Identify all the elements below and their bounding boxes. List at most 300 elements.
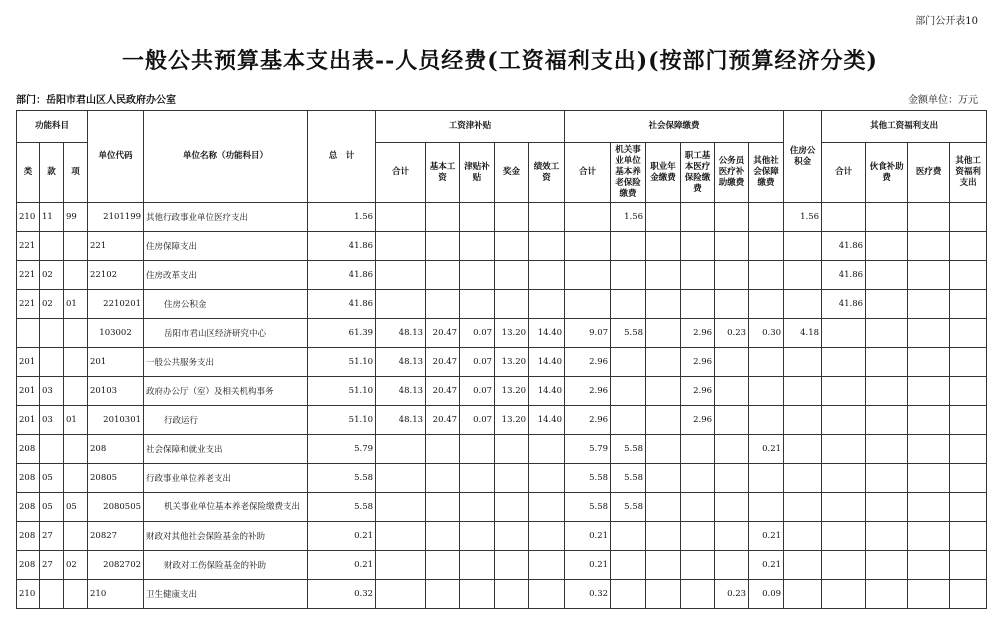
- cell-value: 20.47: [426, 377, 460, 406]
- header-total: 总 计: [308, 111, 376, 203]
- cell-unit-name: 机关事业单位基本养老保险缴费支出: [144, 493, 308, 522]
- header-salary-group: 工资津补贴: [376, 111, 565, 143]
- cell-value: [376, 464, 426, 493]
- cell-value: [376, 290, 426, 319]
- cell-total: 0.21: [308, 522, 376, 551]
- cell-value: [611, 377, 646, 406]
- cell-value: [460, 435, 495, 464]
- cell-value: 0.21: [565, 522, 611, 551]
- cell-value: [715, 551, 749, 580]
- cell-value: [908, 319, 950, 348]
- cell-xiang: [64, 580, 88, 609]
- cell-value: [950, 203, 987, 232]
- cell-xiang: [64, 464, 88, 493]
- budget-table: [16, 110, 987, 609]
- cell-value: [908, 261, 950, 290]
- cell-value: [822, 522, 866, 551]
- table-row: [17, 551, 987, 580]
- cell-value: [866, 203, 908, 232]
- cell-value: [646, 464, 681, 493]
- cell-unit-name: 社会保障和就业支出: [144, 435, 308, 464]
- cell-value: 0.07: [460, 348, 495, 377]
- cell-value: [376, 435, 426, 464]
- cell-lei: [17, 319, 40, 348]
- cell-total: 41.86: [308, 232, 376, 261]
- cell-total: 51.10: [308, 377, 376, 406]
- cell-kuan: 05: [40, 464, 64, 493]
- cell-value: [426, 232, 460, 261]
- cell-value: [950, 580, 987, 609]
- cell-unit-code: 221: [88, 232, 144, 261]
- header-unit-name: 单位名称（功能科目）: [144, 111, 308, 203]
- cell-total: 5.58: [308, 464, 376, 493]
- cell-xiang: [64, 435, 88, 464]
- cell-value: 5.58: [565, 493, 611, 522]
- cell-value: 20.47: [426, 348, 460, 377]
- cell-value: 0.21: [749, 551, 784, 580]
- cell-value: 5.58: [611, 493, 646, 522]
- header-social-sum: 合计: [565, 143, 611, 203]
- cell-value: 48.13: [376, 348, 426, 377]
- cell-lei: 208: [17, 493, 40, 522]
- cell-value: [715, 290, 749, 319]
- cell-value: [495, 551, 529, 580]
- cell-value: [715, 464, 749, 493]
- cell-value: [784, 580, 822, 609]
- cell-value: 41.86: [822, 290, 866, 319]
- cell-value: 2.96: [681, 348, 715, 377]
- header-performance: 绩效工资: [529, 143, 565, 203]
- cell-value: [646, 203, 681, 232]
- page-title: 一般公共预算基本支出表--人员经费(工资福利支出)(按部门预算经济分类): [122, 48, 878, 74]
- table-row: [17, 232, 987, 261]
- cell-value: [866, 348, 908, 377]
- cell-value: [950, 290, 987, 319]
- cell-value: [460, 464, 495, 493]
- cell-value: 48.13: [376, 319, 426, 348]
- cell-xiang: 01: [64, 290, 88, 319]
- header-basic-salary: 基本工资: [426, 143, 460, 203]
- cell-value: [460, 290, 495, 319]
- header-func-subject: 功能科目: [17, 111, 88, 143]
- cell-unit-code: 208: [88, 435, 144, 464]
- cell-unit-name: 卫生健康支出: [144, 580, 308, 609]
- cell-value: [908, 464, 950, 493]
- cell-value: 5.58: [611, 435, 646, 464]
- cell-value: [950, 493, 987, 522]
- cell-xiang: [64, 348, 88, 377]
- cell-value: [950, 435, 987, 464]
- header-unit-code: 单位代码: [88, 111, 144, 203]
- cell-xiang: [64, 232, 88, 261]
- cell-value: 2.96: [681, 377, 715, 406]
- header-housing: 住房公积金: [784, 111, 822, 203]
- cell-unit-code: 2080505: [88, 493, 144, 522]
- cell-value: [611, 551, 646, 580]
- header-medical: 职工基本医疗保险缴费: [681, 143, 715, 203]
- amount-unit-label: 金额单位：万元: [908, 95, 978, 106]
- header-social-group: 社会保障缴费: [565, 111, 784, 143]
- cell-unit-name: 行政运行: [144, 406, 308, 435]
- cell-value: [495, 580, 529, 609]
- cell-value: [784, 435, 822, 464]
- cell-value: [784, 348, 822, 377]
- cell-unit-code: 22102: [88, 261, 144, 290]
- table-row: [17, 435, 987, 464]
- cell-value: [908, 203, 950, 232]
- cell-value: 4.18: [784, 319, 822, 348]
- cell-value: [460, 232, 495, 261]
- cell-value: [529, 522, 565, 551]
- table-row: [17, 377, 987, 406]
- cell-value: [715, 522, 749, 551]
- cell-value: [784, 232, 822, 261]
- table-row: [17, 493, 987, 522]
- cell-value: [749, 348, 784, 377]
- cell-value: 41.86: [822, 232, 866, 261]
- header-salary-sum: 合计: [376, 143, 426, 203]
- cell-value: [376, 580, 426, 609]
- cell-value: 13.20: [495, 348, 529, 377]
- cell-lei: 201: [17, 406, 40, 435]
- cell-value: [646, 348, 681, 377]
- cell-value: [565, 232, 611, 261]
- cell-value: 2.96: [565, 377, 611, 406]
- cell-lei: 208: [17, 522, 40, 551]
- cell-value: [822, 493, 866, 522]
- cell-value: [681, 493, 715, 522]
- cell-unit-code: 20805: [88, 464, 144, 493]
- cell-value: [822, 203, 866, 232]
- cell-value: [611, 232, 646, 261]
- cell-value: [646, 551, 681, 580]
- cell-value: [749, 493, 784, 522]
- cell-unit-name: 住房改革支出: [144, 261, 308, 290]
- cell-value: [495, 522, 529, 551]
- cell-unit-code: 201: [88, 348, 144, 377]
- cell-value: [426, 493, 460, 522]
- cell-lei: 221: [17, 232, 40, 261]
- cell-value: [784, 551, 822, 580]
- cell-value: [866, 580, 908, 609]
- table-number-label: 部门公开表10: [915, 16, 978, 27]
- cell-value: [866, 493, 908, 522]
- cell-value: 0.21: [565, 551, 611, 580]
- cell-value: [822, 580, 866, 609]
- cell-value: [950, 551, 987, 580]
- cell-unit-code: 2082702: [88, 551, 144, 580]
- cell-kuan: 05: [40, 493, 64, 522]
- cell-value: [611, 290, 646, 319]
- cell-value: 5.79: [565, 435, 611, 464]
- cell-value: [822, 377, 866, 406]
- header-other-sum: 合计: [822, 143, 866, 203]
- cell-total: 0.32: [308, 580, 376, 609]
- cell-value: [866, 261, 908, 290]
- cell-value: [866, 435, 908, 464]
- cell-value: 2.96: [681, 319, 715, 348]
- cell-value: [749, 261, 784, 290]
- cell-value: [681, 203, 715, 232]
- cell-value: [376, 551, 426, 580]
- cell-value: 0.32: [565, 580, 611, 609]
- cell-value: 0.07: [460, 377, 495, 406]
- cell-value: [908, 348, 950, 377]
- cell-unit-name: 行政事业单位养老支出: [144, 464, 308, 493]
- cell-value: [611, 406, 646, 435]
- table-row: [17, 319, 987, 348]
- cell-value: 2.96: [565, 348, 611, 377]
- cell-value: 2.96: [681, 406, 715, 435]
- cell-total: 1.56: [308, 203, 376, 232]
- cell-value: [681, 522, 715, 551]
- cell-value: [646, 435, 681, 464]
- cell-value: [950, 406, 987, 435]
- cell-value: [646, 290, 681, 319]
- cell-unit-name: 岳阳市君山区经济研究中心: [144, 319, 308, 348]
- cell-value: [822, 406, 866, 435]
- header-meal: 伙食补助费: [866, 143, 908, 203]
- cell-unit-name: 政府办公厅（室）及相关机构事务: [144, 377, 308, 406]
- cell-kuan: 03: [40, 377, 64, 406]
- cell-kuan: 27: [40, 522, 64, 551]
- cell-value: [681, 290, 715, 319]
- cell-value: [646, 377, 681, 406]
- cell-value: [784, 290, 822, 319]
- cell-value: [460, 261, 495, 290]
- cell-value: 48.13: [376, 406, 426, 435]
- cell-value: 2.96: [565, 406, 611, 435]
- cell-value: [866, 406, 908, 435]
- cell-value: [715, 203, 749, 232]
- cell-value: 5.58: [611, 319, 646, 348]
- department-label: 部门：岳阳市君山区人民政府办公室: [16, 95, 176, 106]
- cell-value: [426, 580, 460, 609]
- cell-value: [460, 580, 495, 609]
- cell-value: 0.09: [749, 580, 784, 609]
- cell-value: 20.47: [426, 319, 460, 348]
- cell-xiang: 05: [64, 493, 88, 522]
- cell-xiang: [64, 522, 88, 551]
- cell-value: [908, 551, 950, 580]
- cell-value: [565, 290, 611, 319]
- cell-value: [646, 522, 681, 551]
- cell-unit-name: 住房保障支出: [144, 232, 308, 261]
- cell-xiang: [64, 377, 88, 406]
- cell-value: 13.20: [495, 406, 529, 435]
- cell-value: [426, 522, 460, 551]
- cell-value: [495, 464, 529, 493]
- cell-value: [908, 406, 950, 435]
- cell-value: [681, 580, 715, 609]
- cell-value: [495, 261, 529, 290]
- cell-value: [950, 522, 987, 551]
- cell-unit-name: 一般公共服务支出: [144, 348, 308, 377]
- cell-xiang: 02: [64, 551, 88, 580]
- cell-value: [950, 232, 987, 261]
- cell-unit-name: 其他行政事业单位医疗支出: [144, 203, 308, 232]
- cell-value: [866, 464, 908, 493]
- cell-value: [426, 290, 460, 319]
- cell-value: 0.23: [715, 319, 749, 348]
- header-other-welfare: 其他工资福利支出: [950, 143, 987, 203]
- cell-value: [376, 493, 426, 522]
- header-med-fee: 医疗费: [908, 143, 950, 203]
- cell-total: 5.79: [308, 435, 376, 464]
- table-row: [17, 261, 987, 290]
- header-lei: 类: [17, 143, 40, 203]
- cell-value: [426, 551, 460, 580]
- cell-lei: 221: [17, 261, 40, 290]
- cell-value: [866, 551, 908, 580]
- cell-value: [749, 290, 784, 319]
- table-row: [17, 203, 987, 232]
- cell-lei: 221: [17, 290, 40, 319]
- cell-value: 13.20: [495, 319, 529, 348]
- cell-value: [822, 348, 866, 377]
- cell-kuan: 11: [40, 203, 64, 232]
- cell-value: [646, 580, 681, 609]
- table-row: [17, 406, 987, 435]
- cell-value: [495, 290, 529, 319]
- header-civil-medical: 公务员医疗补助缴费: [715, 143, 749, 203]
- cell-unit-code: 20103: [88, 377, 144, 406]
- cell-value: [376, 522, 426, 551]
- cell-value: [749, 203, 784, 232]
- cell-value: 9.07: [565, 319, 611, 348]
- cell-kuan: 03: [40, 406, 64, 435]
- cell-unit-code: 103002: [88, 319, 144, 348]
- cell-value: [529, 203, 565, 232]
- cell-value: [565, 203, 611, 232]
- cell-value: [749, 377, 784, 406]
- cell-value: [715, 348, 749, 377]
- cell-value: [529, 435, 565, 464]
- cell-unit-code: 2210201: [88, 290, 144, 319]
- cell-value: [715, 493, 749, 522]
- cell-value: [426, 203, 460, 232]
- cell-value: 0.07: [460, 319, 495, 348]
- cell-value: [460, 522, 495, 551]
- cell-value: [822, 464, 866, 493]
- cell-value: [950, 377, 987, 406]
- cell-value: [866, 290, 908, 319]
- cell-value: [908, 290, 950, 319]
- cell-value: 14.40: [529, 348, 565, 377]
- cell-total: 41.86: [308, 261, 376, 290]
- cell-value: [950, 348, 987, 377]
- cell-value: 48.13: [376, 377, 426, 406]
- cell-value: [611, 348, 646, 377]
- cell-value: [866, 522, 908, 551]
- header-bonus: 奖金: [495, 143, 529, 203]
- cell-value: [646, 232, 681, 261]
- cell-value: [426, 464, 460, 493]
- cell-total: 51.10: [308, 406, 376, 435]
- cell-value: 0.07: [460, 406, 495, 435]
- cell-value: [646, 319, 681, 348]
- cell-value: [495, 493, 529, 522]
- header-annuity: 职业年金缴费: [646, 143, 681, 203]
- cell-value: 0.23: [715, 580, 749, 609]
- cell-value: [681, 435, 715, 464]
- cell-value: [784, 406, 822, 435]
- cell-lei: 208: [17, 435, 40, 464]
- cell-lei: 201: [17, 348, 40, 377]
- header-other-group: 其他工资福利支出: [822, 111, 987, 143]
- cell-value: [908, 580, 950, 609]
- cell-value: [426, 261, 460, 290]
- cell-value: 0.21: [749, 522, 784, 551]
- cell-value: [866, 319, 908, 348]
- cell-value: [715, 406, 749, 435]
- cell-value: [681, 551, 715, 580]
- cell-unit-code: 20827: [88, 522, 144, 551]
- cell-total: 5.58: [308, 493, 376, 522]
- cell-unit-name: 财政对工伤保险基金的补助: [144, 551, 308, 580]
- cell-value: [565, 261, 611, 290]
- cell-value: 0.30: [749, 319, 784, 348]
- table-row: [17, 522, 987, 551]
- cell-value: [460, 493, 495, 522]
- cell-value: 14.40: [529, 406, 565, 435]
- cell-unit-name: 住房公积金: [144, 290, 308, 319]
- cell-unit-code: 210: [88, 580, 144, 609]
- cell-value: [529, 290, 565, 319]
- cell-xiang: [64, 261, 88, 290]
- cell-value: [908, 522, 950, 551]
- table-row: [17, 348, 987, 377]
- cell-value: [495, 203, 529, 232]
- cell-value: [681, 261, 715, 290]
- cell-value: [376, 203, 426, 232]
- cell-value: [784, 377, 822, 406]
- cell-value: [376, 261, 426, 290]
- cell-value: [866, 232, 908, 261]
- cell-value: [611, 580, 646, 609]
- cell-value: 5.58: [611, 464, 646, 493]
- cell-value: [866, 377, 908, 406]
- cell-value: [529, 464, 565, 493]
- cell-value: [715, 377, 749, 406]
- cell-value: [908, 493, 950, 522]
- cell-value: [908, 232, 950, 261]
- cell-value: [376, 232, 426, 261]
- cell-value: [822, 551, 866, 580]
- cell-value: [529, 551, 565, 580]
- cell-lei: 208: [17, 551, 40, 580]
- cell-value: [529, 580, 565, 609]
- cell-value: 5.58: [565, 464, 611, 493]
- cell-value: [529, 261, 565, 290]
- cell-value: 41.86: [822, 261, 866, 290]
- cell-value: 14.40: [529, 319, 565, 348]
- cell-value: [681, 232, 715, 261]
- cell-total: 51.10: [308, 348, 376, 377]
- cell-kuan: 02: [40, 290, 64, 319]
- cell-lei: 201: [17, 377, 40, 406]
- cell-lei: 210: [17, 580, 40, 609]
- cell-value: 14.40: [529, 377, 565, 406]
- cell-value: [822, 435, 866, 464]
- cell-value: [426, 435, 460, 464]
- cell-value: [529, 493, 565, 522]
- cell-value: [646, 406, 681, 435]
- cell-value: [784, 522, 822, 551]
- cell-lei: 208: [17, 464, 40, 493]
- cell-value: [460, 551, 495, 580]
- cell-xiang: [64, 319, 88, 348]
